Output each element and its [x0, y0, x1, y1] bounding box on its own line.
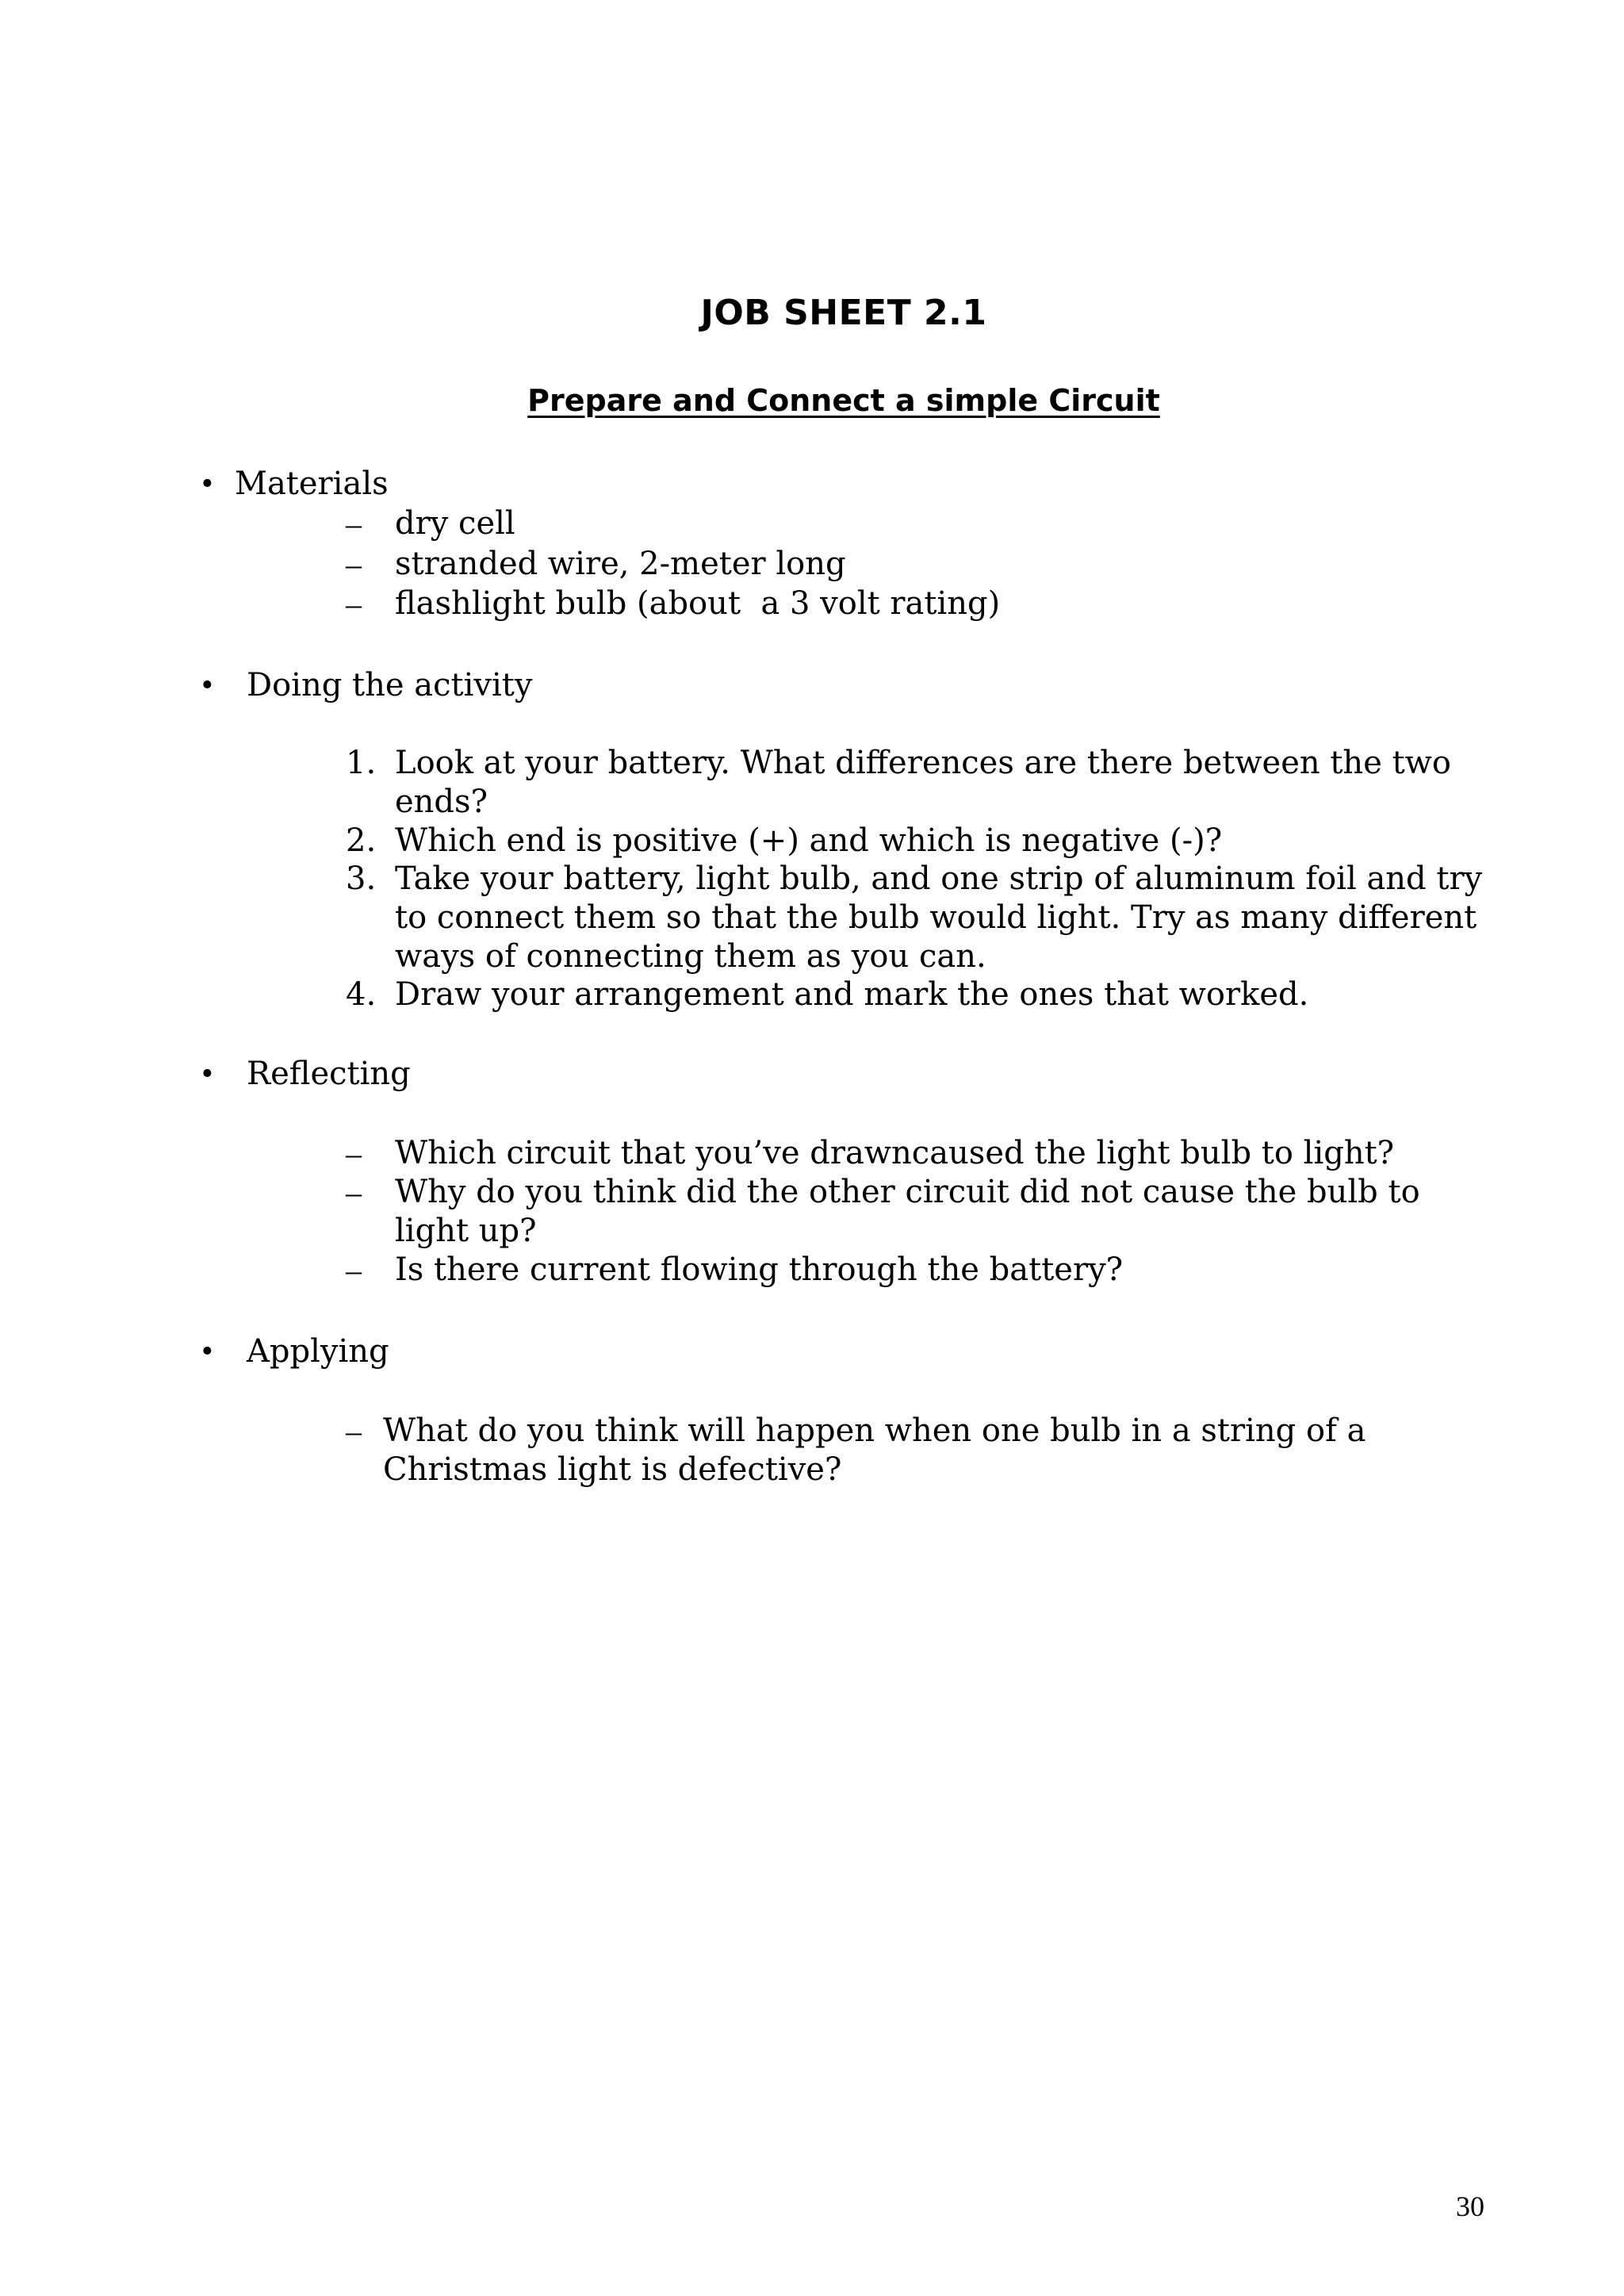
bullet-icon: • — [201, 466, 213, 502]
step-number: 2. — [346, 822, 377, 859]
job-sheet-title: JOB SHEET 2.1 — [700, 293, 987, 333]
step-text: Which end is positive (+) and which is negative (-)? — [395, 822, 1223, 859]
material-item: stranded wire, 2-meter long — [395, 546, 846, 582]
step-number: 3. — [346, 861, 377, 897]
reflecting-question: Why do you think did the other circuit did not cause the bulb to light up? — [395, 1174, 1420, 1249]
materials-heading: Materials — [235, 466, 389, 502]
dash-icon: – — [346, 1136, 362, 1171]
bullet-icon: • — [201, 667, 213, 703]
dash-icon: – — [346, 1175, 362, 1210]
material-item: flashlight bulb (about a 3 volt rating) — [395, 585, 1001, 622]
bullet-icon: • — [201, 1333, 213, 1370]
job-sheet-subtitle: Prepare and Connect a simple Circuit — [527, 383, 1160, 418]
page-number: 30 — [1456, 2191, 1484, 2222]
reflecting-heading: Reflecting — [247, 1056, 411, 1092]
doing-heading: Doing the activity — [247, 667, 533, 703]
applying-heading: Applying — [247, 1333, 389, 1370]
dash-icon: – — [346, 1413, 362, 1449]
reflecting-question: Is there current flowing through the battery? — [395, 1251, 1124, 1288]
dash-icon: – — [346, 1252, 362, 1288]
step-number: 4. — [346, 976, 377, 1013]
step-text: Take your battery, light bulb, and one strip of aluminum foil and try to connect them so that the bulb would light. Try as many different ways of connecting them as you can. — [395, 861, 1483, 975]
dash-icon: – — [346, 546, 362, 582]
dash-icon: – — [346, 506, 362, 542]
applying-question: What do you think will happen when one bulb in a string of a Christmas light is defective? — [383, 1412, 1366, 1488]
step-text: Look at your battery. What differences are there between the two ends? — [395, 745, 1451, 820]
dash-icon: – — [346, 586, 362, 622]
reflecting-question: Which circuit that you’ve drawncaused the light bulb to light? — [395, 1135, 1395, 1171]
step-text: Draw your arrangement and mark the ones that worked. — [395, 976, 1309, 1013]
bullet-icon: • — [201, 1056, 213, 1092]
step-number: 1. — [346, 745, 377, 781]
material-item: dry cell — [395, 505, 515, 542]
